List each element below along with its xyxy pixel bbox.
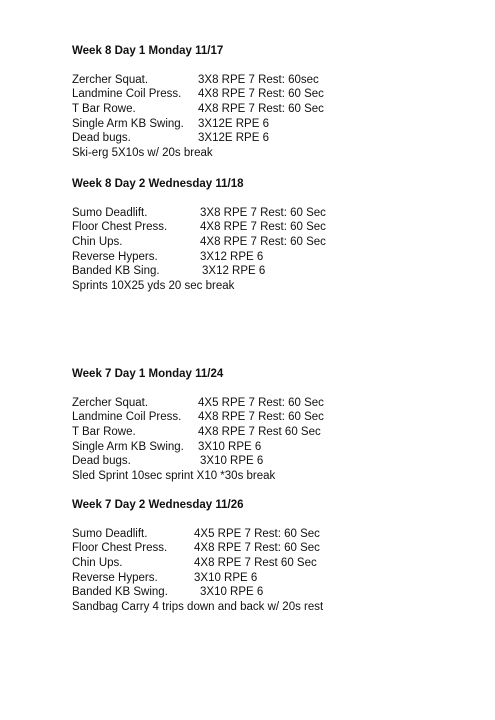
exercise-row <box>72 440 472 455</box>
exercise-name: Banded KB Swing. <box>72 586 168 599</box>
section-heading: Week 8 Day 1 Monday 11/17 <box>72 45 224 57</box>
exercise-prescription: 3X12 RPE 6 <box>202 265 266 278</box>
exercise-prescription: 3X8 RPE 7 Rest: 60sec <box>198 73 319 86</box>
exercise-row <box>72 396 472 411</box>
workout-week7-day1 <box>72 367 472 484</box>
exercise-row <box>72 264 472 279</box>
exercise-row <box>72 585 472 600</box>
exercise-name: Sumo Deadlift. <box>72 206 148 219</box>
workout-week7-day2 <box>72 498 472 615</box>
exercise-prescription: 3X10 RPE 6 <box>200 586 264 599</box>
exercise-row <box>72 527 472 542</box>
exercise-row <box>72 235 472 250</box>
exercise-prescription: 3X12 RPE 6 <box>200 250 264 263</box>
exercise-name: Zercher Squat. <box>72 396 149 409</box>
exercise-name: Single Arm KB Swing. <box>72 440 184 453</box>
exercise-row <box>72 117 472 132</box>
exercise-list <box>72 527 472 615</box>
exercise-prescription: 4X8 RPE 7 Rest: 60 Sec <box>198 411 324 424</box>
exercise-name: T Bar Rowe. <box>72 425 136 438</box>
exercise-prescription: 4X8 RPE 7 Rest: 60 Sec <box>200 235 326 248</box>
exercise-name: Reverse Hypers. <box>72 250 158 263</box>
exercise-name: Zercher Squat. <box>72 73 149 86</box>
exercise-row <box>72 102 472 117</box>
exercise-row <box>72 556 472 571</box>
exercise-name: Dead bugs. <box>72 455 131 468</box>
conditioning-note: Ski-erg 5X10s w/ 20s break <box>72 146 213 159</box>
exercise-row <box>72 571 472 586</box>
exercise-list <box>72 396 472 484</box>
exercise-prescription: 4X8 RPE 7 Rest 60 Sec <box>198 425 321 438</box>
exercise-list <box>72 73 472 161</box>
workout-week8-day2 <box>72 177 472 294</box>
exercise-prescription: 3X10 RPE 6 <box>198 440 262 453</box>
exercise-row <box>72 220 472 235</box>
exercise-row <box>72 541 472 556</box>
exercise-name: Dead bugs. <box>72 132 131 145</box>
exercise-row <box>72 73 472 88</box>
exercise-prescription: 4X8 RPE 7 Rest: 60 Sec <box>198 88 324 101</box>
exercise-name: Single Arm KB Swing. <box>72 117 184 130</box>
exercise-row <box>72 131 472 146</box>
exercise-prescription: 4X8 RPE 7 Rest: 60 Sec <box>194 542 320 555</box>
exercise-prescription: 4X5 RPE 7 Rest: 60 Sec <box>194 527 320 540</box>
exercise-row <box>72 425 472 440</box>
exercise-row <box>72 454 472 469</box>
exercise-prescription: 3X10 RPE 6 <box>200 455 264 468</box>
exercise-prescription: 4X8 RPE 7 Rest: 60 Sec <box>200 221 326 234</box>
exercise-prescription: 4X5 RPE 7 Rest: 60 Sec <box>198 396 324 409</box>
exercise-name: Banded KB Sing. <box>72 265 160 278</box>
exercise-name: Reverse Hypers. <box>72 571 158 584</box>
exercise-row <box>72 206 472 221</box>
exercise-prescription: 3X10 RPE 6 <box>194 571 258 584</box>
exercise-row <box>72 410 472 425</box>
exercise-prescription: 4X8 RPE 7 Rest 60 Sec <box>194 556 317 569</box>
workout-week8-day1 <box>72 44 472 161</box>
section-heading: Week 7 Day 2 Wednesday 11/26 <box>72 499 244 511</box>
exercise-row <box>72 87 472 102</box>
section-heading: Week 8 Day 2 Wednesday 11/18 <box>72 178 244 190</box>
exercise-row <box>72 250 472 265</box>
exercise-name: Sumo Deadlift. <box>72 527 148 540</box>
exercise-prescription: 3X12E RPE 6 <box>198 132 269 145</box>
exercise-name: T Bar Rowe. <box>72 102 136 115</box>
exercise-name: Chin Ups. <box>72 556 123 569</box>
conditioning-note: Sprints 10X25 yds 20 sec break <box>72 279 235 292</box>
exercise-name: Landmine Coil Press. <box>72 88 182 101</box>
exercise-prescription: 3X12E RPE 6 <box>198 117 269 130</box>
exercise-name: Floor Chest Press. <box>72 221 168 234</box>
exercise-name: Floor Chest Press. <box>72 542 168 555</box>
conditioning-note: Sled Sprint 10sec sprint X10 *30s break <box>72 469 276 482</box>
exercise-name: Chin Ups. <box>72 235 123 248</box>
section-heading: Week 7 Day 1 Monday 11/24 <box>72 368 224 380</box>
exercise-prescription: 3X8 RPE 7 Rest: 60 Sec <box>200 206 326 219</box>
exercise-name: Landmine Coil Press. <box>72 411 182 424</box>
exercise-prescription: 4X8 RPE 7 Rest: 60 Sec <box>198 102 324 115</box>
conditioning-note: Sandbag Carry 4 trips down and back w/ 20s rest <box>72 600 324 613</box>
exercise-list <box>72 206 472 294</box>
